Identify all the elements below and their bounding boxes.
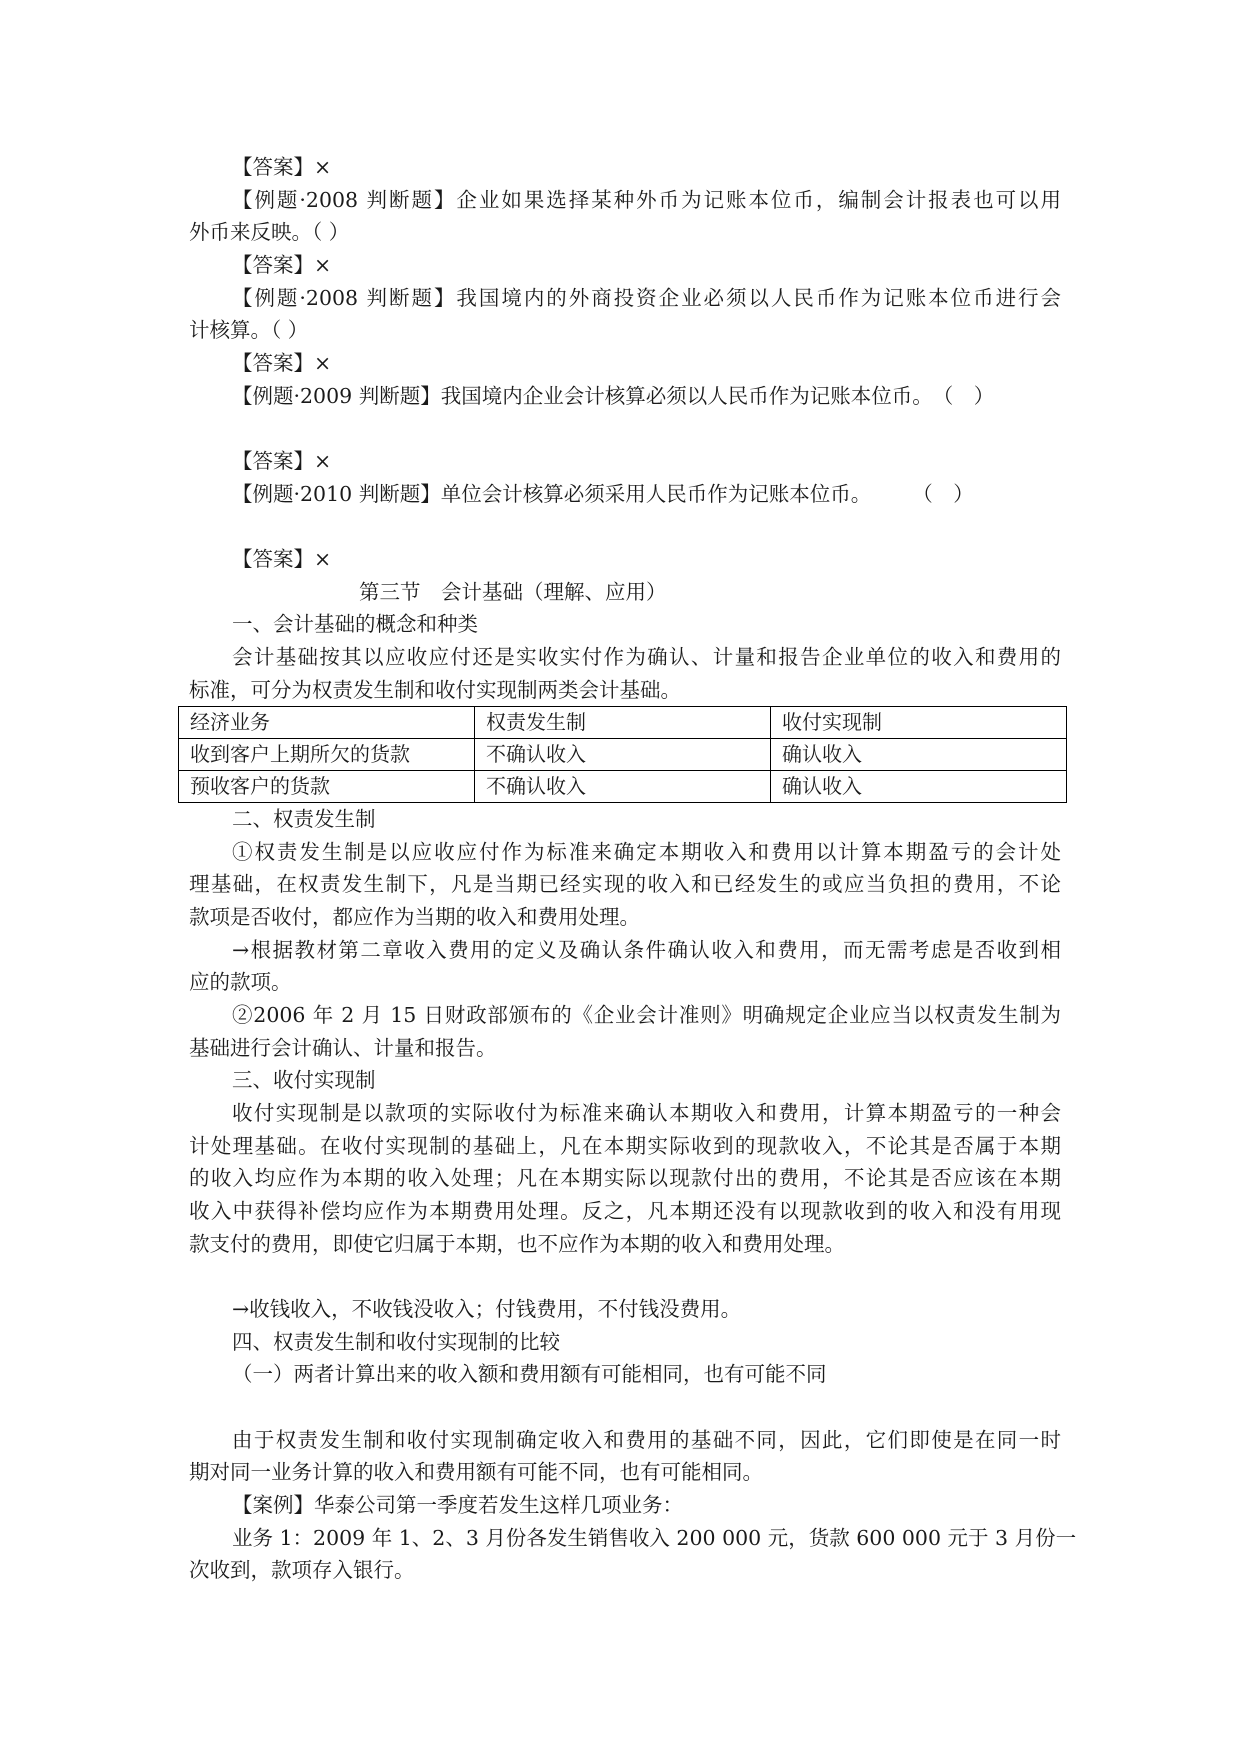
subheading: （一）两者计算出来的收入额和费用额有可能相同，也有可能不同 <box>232 1362 827 1386</box>
table-row <box>179 771 1067 803</box>
paragraph-line: 计处理基础。在收付实现制的基础上，凡在本期实际收到的现款收入，不论其是否属于本期 <box>189 1134 1061 1158</box>
table-cell: 预收客户的货款 <box>179 771 475 803</box>
paragraph-line: 款项是否收付，都应作为当期的收入和费用处理。 <box>189 905 640 929</box>
paragraph-line: ①权责发生制是以应收应付作为标准来确定本期收入和费用以计算本期盈亏的会计处 <box>232 840 1061 864</box>
subheading: 二、权责发生制 <box>232 807 376 831</box>
subheading: 四、权责发生制和收付实现制的比较 <box>232 1330 560 1354</box>
example-question: 【例题·2008 判断题】企业如果选择某种外币为记账本位币，编制会计报表也可以用 <box>232 188 1061 212</box>
answer-line: 【答案】× <box>232 351 332 375</box>
paragraph-line: 的收入均应作为本期的收入处理；凡在本期实际以现款付出的费用，不论其是否应该在本期 <box>189 1166 1061 1190</box>
example-question: 【例题·2008 判断题】我国境内的外商投资企业必须以人民币作为记账本位币进行会 <box>232 286 1061 310</box>
paragraph-line: 基础进行会计确认、计量和报告。 <box>189 1036 497 1060</box>
example-question: 【例题·2010 判断题】单位会计核算必须采用人民币作为记账本位币。 （ ） <box>232 482 974 506</box>
table-header-row <box>179 707 1067 739</box>
subheading: 三、收付实现制 <box>232 1068 376 1092</box>
answer-line: 【答案】× <box>232 547 332 571</box>
paragraph-line: 次收到，款项存入银行。 <box>189 1558 415 1582</box>
table-header-cell: 收付实现制 <box>771 707 1067 739</box>
subheading: 一、会计基础的概念和种类 <box>232 612 478 636</box>
table-header-cell: 权责发生制 <box>475 707 771 739</box>
example-question: 【例题·2009 判断题】我国境内企业会计核算必须以人民币作为记账本位币。 （ ） <box>232 384 995 408</box>
paragraph-line: 由于权责发生制和收付实现制确定收入和费用的基础不同，因此，它们即使是在同一时 <box>232 1428 1061 1452</box>
paragraph-line: 收付实现制是以款项的实际收付为标准来确认本期收入和费用，计算本期盈亏的一种会 <box>232 1101 1061 1125</box>
paragraph-line: 应的款项。 <box>189 970 292 994</box>
table-cell: 不确认收入 <box>475 771 771 803</box>
table-header-cell: 经济业务 <box>179 707 475 739</box>
table-row <box>179 739 1067 771</box>
paragraph-line: 理基础，在权责发生制下，凡是当期已经实现的收入和已经发生的或应当负担的费用，不论 <box>189 872 1061 896</box>
section-title: 第三节 会计基础（理解、应用） <box>359 580 667 604</box>
paragraph-line: →根据教材第二章收入费用的定义及确认条件确认收入和费用，而无需考虑是否收到相 <box>232 938 1061 962</box>
table-cell: 不确认收入 <box>475 739 771 771</box>
comparison-table <box>178 706 1067 803</box>
answer-line: 【答案】× <box>232 449 332 473</box>
paragraph-line: 会计基础按其以应收应付还是实收实付作为确认、计量和报告企业单位的收入和费用的 <box>232 645 1061 669</box>
paragraph-line: 标准，可分为权责发生制和收付实现制两类会计基础。 <box>189 678 681 702</box>
table-cell: 收到客户上期所欠的货款 <box>179 739 475 771</box>
case-heading: 【案例】华泰公司第一季度若发生这样几项业务： <box>232 1493 683 1517</box>
table-cell: 确认收入 <box>771 771 1067 803</box>
answer-line: 【答案】× <box>232 155 332 179</box>
paragraph-line: 业务 1：2009 年 1、2、3 月份各发生销售收入 200 000 元，货款 600 000 元于 3 月份一 <box>232 1526 1077 1550</box>
paragraph-line: →收钱收入，不收钱没收入；付钱费用，不付钱没费用。 <box>232 1297 742 1321</box>
paragraph-line: 期对同一业务计算的收入和费用额有可能不同，也有可能相同。 <box>189 1460 763 1484</box>
example-question-cont: 外币来反映。（ ） <box>189 220 350 244</box>
table-cell: 确认收入 <box>771 739 1067 771</box>
paragraph-line: 款支付的费用，即使它归属于本期，也不应作为本期的收入和费用处理。 <box>189 1232 845 1256</box>
paragraph-line: ②2006 年 2 月 15 日财政部颁布的《企业会计准则》明确规定企业应当以权责发生制为 <box>232 1003 1061 1027</box>
paragraph-line: 收入中获得补偿均应作为本期费用处理。反之，凡本期还没有以现款收到的收入和没有用现 <box>189 1199 1061 1223</box>
example-question-cont: 计核算。（ ） <box>189 318 309 342</box>
answer-line: 【答案】× <box>232 253 332 277</box>
